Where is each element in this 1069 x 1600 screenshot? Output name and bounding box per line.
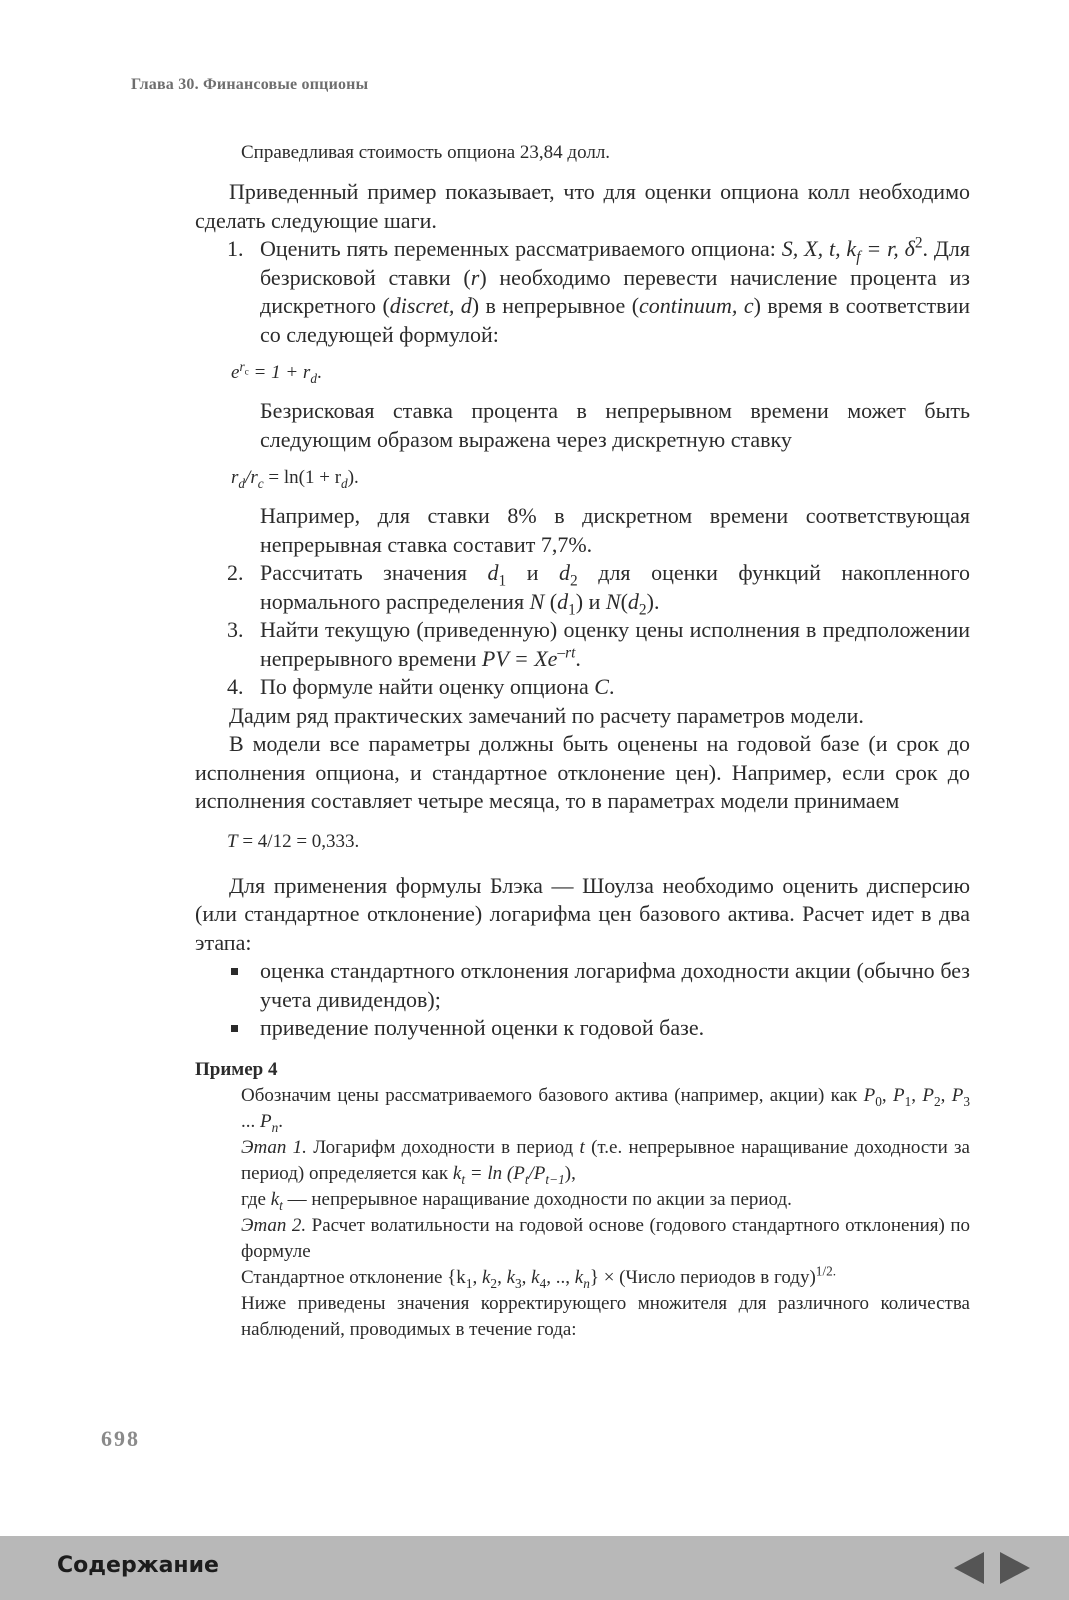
formula-log-rate: $r_d/r_c = \ln(1 + r_d)$. (231, 467, 359, 491)
steps-list (195, 235, 970, 349)
arrow-right-icon[interactable] (1000, 1552, 1030, 1584)
step-2: 2. Рассчитать значения $d_1$ и $d_2$ для оценки функций накопленного нормального распределения N $(d_1)$ и $N(d_2)$. (227, 560, 971, 618)
fair-value-line: Справедливая стоимость опциона 23,84 долл. (241, 142, 611, 163)
example-stage-1: Этап 1. Логарифм доходности в период t (т.е. непрерывное наращивание доходности за период) определяется как $k_t = \ln (P_t/P_{t-1})$, (241, 1136, 970, 1187)
page-number: 698 (101, 1426, 140, 1451)
page-body (195, 140, 970, 1343)
example-body (241, 1083, 970, 1343)
example-below-text: Ниже приведены значения корректирующего множителя для различного количества наблюдений, проводимых в течение года: (241, 1292, 970, 1340)
chapter-header: Глава 30. Финансовые опционы (131, 76, 369, 93)
intro-paragraph: Приведенный пример показывает, что для оценки опциона колл необходимо сделать следующие шаги. (195, 179, 970, 233)
step-number: 1. (227, 236, 244, 261)
example-prices: Обозначим цены рассматриваемого базового актива (например, акции) как $P_0$, $P_1$, $P_2$, $P_3$ ... $P_n$. (241, 1084, 971, 1135)
formula-term: T = 4/12 = 0,333. (227, 830, 360, 852)
example-stage-2: Этап 2. Расчет волатильности на годовой основе (годового стандартного отклонения) по формуле (241, 1214, 970, 1262)
bullet-item: оценка стандартного отклонения логарифма доходности акции (обычно без учета дивидендов); (195, 957, 970, 1014)
bullet-icon (231, 968, 238, 975)
navigation-bar (0, 1536, 1069, 1600)
example-stddev-formula: Стандартное отклонение {$k_1$, $k_2$, $k_3$, $k_4$, .., $k_n$} × (Число периодов в году)$^{1/2.}$ (241, 1263, 837, 1291)
bullet-item: приведение полученной оценки к годовой базе. (195, 1014, 970, 1043)
steps-list-continued (195, 559, 970, 702)
formula-continuous-rate: $e^{r_c} = 1 + r_d$. (231, 358, 322, 386)
step-1-example: Например, для ставки 8% в дискретном времени соответствующая непрерывная ставка составит 7,7%. (260, 503, 970, 557)
step-3: 3. Найти текущую (приведенную) оценку цены исполнения в предположении непрерывного времени PV = $Xe^{-rt}$. (227, 617, 970, 671)
step-1-continued: Безрисковая ставка процента в непрерывном времени может быть следующим образом выражена через дискретную ставку (260, 398, 970, 452)
step-number: 3. (227, 617, 244, 642)
arrow-left-icon[interactable] (954, 1552, 984, 1584)
example-where: где $k_t$ — непрерывное наращивание доходности по акции за период. (241, 1188, 792, 1213)
stages-bullet-list (195, 957, 970, 1043)
annual-basis-paragraph: В модели все параметры должны быть оценены на годовой базе (и срок до исполнения опциона, и стандартное отклонение цен). Например, если срок до исполнения составляет четыре месяца, то в параметрах модели принимаем (195, 731, 970, 813)
step-4: 4. По формуле найти оценку опциона C. (195, 673, 970, 702)
example-title: Пример 4 (195, 1058, 278, 1080)
black-scholes-paragraph: Для применения формулы Блэка — Шоулза необходимо оценить дисперсию (или стандартное отклонение) логарифма цен базового актива. Расчет идет в два этапа: (195, 872, 970, 955)
bullet-icon (231, 1025, 238, 1032)
remarks-lead: Дадим ряд практических замечаний по расчету параметров модели. (229, 702, 864, 728)
contents-link[interactable]: Содержание (57, 1553, 219, 1578)
step-1: 1. Оценить пять переменных рассматриваемого опциона: S, X, t, $k_f = r$, $\delta^2$. Для безрисковой ставки (r) необходимо перевести начисление процента из дискретного (discret, d) в непрерывное (continuum, c) время в соответствии со следующей формулой: (227, 234, 971, 347)
step-number: 2. (227, 560, 244, 585)
step-number: 4. (227, 674, 244, 699)
